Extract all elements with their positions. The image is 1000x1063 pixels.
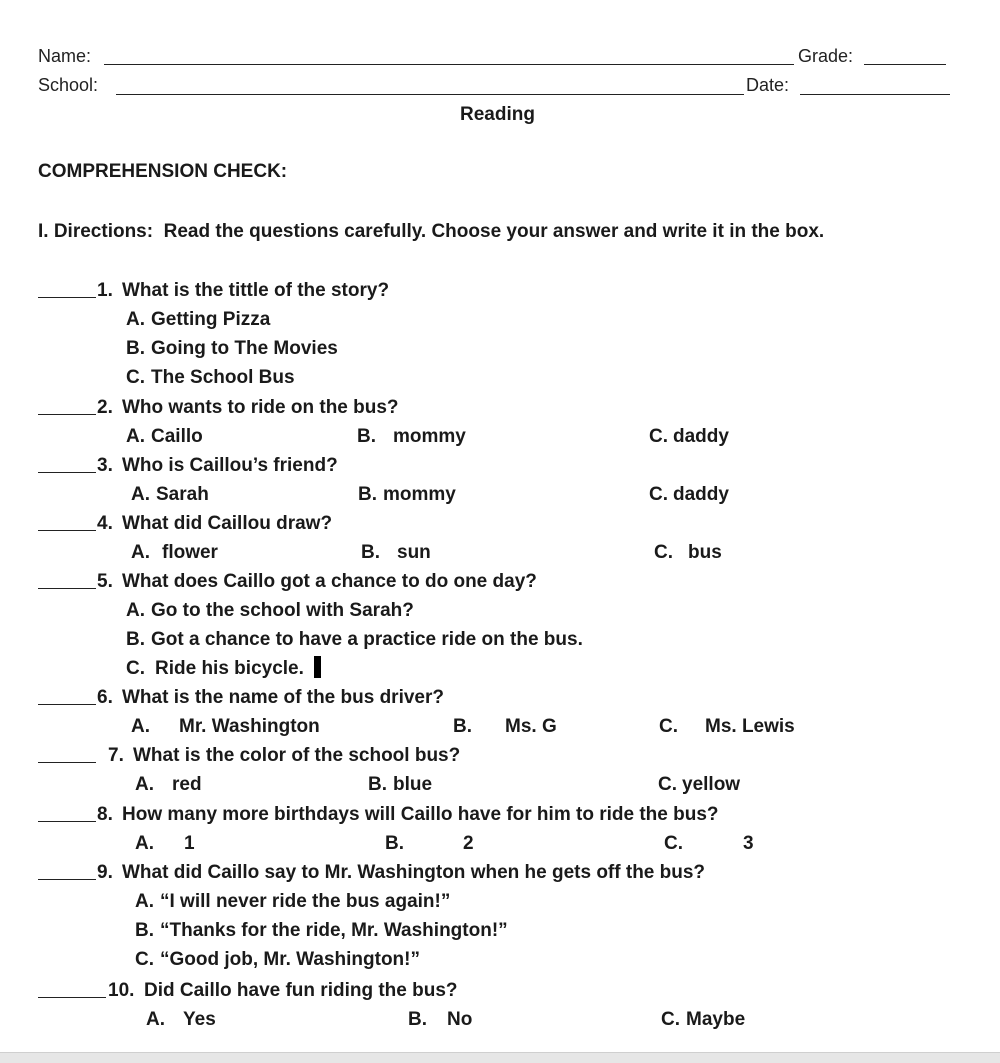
question-number: 2. xyxy=(97,397,113,418)
subject-title: Reading xyxy=(460,104,535,125)
option-letter: A. xyxy=(135,891,154,912)
question-text: What does Caillo got a chance to do one day? xyxy=(122,571,537,592)
answer-blank-7[interactable] xyxy=(38,762,96,763)
option-text: 3 xyxy=(743,833,754,854)
answer-blank-1[interactable] xyxy=(38,297,96,298)
page-bottom-edge xyxy=(0,1052,1000,1063)
option-text: mommy xyxy=(393,426,466,447)
option-text: Yes xyxy=(183,1009,216,1030)
option-text: Getting Pizza xyxy=(151,309,271,330)
option-letter: B. xyxy=(453,716,472,737)
answer-blank-6[interactable] xyxy=(38,704,96,705)
option-letter: C. xyxy=(654,542,673,563)
question-number: 1. xyxy=(97,280,113,301)
question-text: What is the name of the bus driver? xyxy=(122,687,444,708)
option-letter: A. xyxy=(131,716,150,737)
option-text: Ms. G xyxy=(505,716,557,737)
option-letter: B. xyxy=(361,542,380,563)
school-field-line[interactable] xyxy=(116,94,744,95)
question-number: 9. xyxy=(97,862,113,883)
option-text: yellow xyxy=(682,774,741,795)
question-number: 7. xyxy=(108,745,124,766)
option-text: blue xyxy=(393,774,433,795)
question-text: What is the color of the school bus? xyxy=(133,745,461,766)
option-letter: A. xyxy=(126,600,145,621)
option-letter: C. xyxy=(649,484,668,505)
option-letter: A. xyxy=(131,542,150,563)
option-text: red xyxy=(172,774,202,795)
option-letter: C. xyxy=(659,716,678,737)
option-letter: A. xyxy=(135,833,154,854)
option-text: Caillo xyxy=(151,426,203,447)
date-field-line[interactable] xyxy=(800,94,950,95)
option-letter: A. xyxy=(126,309,145,330)
text-cursor xyxy=(314,656,321,678)
option-letter: B. xyxy=(358,484,377,505)
option-letter: C. xyxy=(661,1009,680,1030)
option-letter: A. xyxy=(131,484,150,505)
option-text: “Thanks for the ride, Mr. Washington!” xyxy=(160,920,508,941)
question-text: What is the tittle of the story? xyxy=(122,280,390,301)
option-letter: B. xyxy=(135,920,154,941)
option-text: The School Bus xyxy=(151,367,295,388)
question-text: Who wants to ride on the bus? xyxy=(122,397,399,418)
answer-blank-9[interactable] xyxy=(38,879,96,880)
name-label: Name: xyxy=(38,46,92,66)
name-field-line[interactable] xyxy=(104,64,794,65)
question-text: Did Caillo have fun riding the bus? xyxy=(144,980,458,1001)
school-label: School: xyxy=(38,75,99,95)
option-letter: B. xyxy=(385,833,404,854)
option-text: sun xyxy=(397,542,431,563)
answer-blank-8[interactable] xyxy=(38,821,96,822)
question-number: 5. xyxy=(97,571,113,592)
option-text: Ride his bicycle. xyxy=(155,658,304,679)
option-text: flower xyxy=(162,542,218,563)
answer-blank-3[interactable] xyxy=(38,472,96,473)
option-text: 2 xyxy=(463,833,474,854)
option-text: Got a chance to have a practice ride on the bus. xyxy=(151,629,583,650)
option-letter: A. xyxy=(146,1009,165,1030)
option-letter: B. xyxy=(126,629,145,650)
answer-blank-5[interactable] xyxy=(38,588,96,589)
option-text: Mr. Washington xyxy=(179,716,320,737)
question-text: What did Caillou draw? xyxy=(122,513,333,534)
option-text: 1 xyxy=(184,833,195,854)
question-number: 4. xyxy=(97,513,113,534)
option-letter: C. xyxy=(126,658,145,679)
option-letter: A. xyxy=(135,774,154,795)
option-letter: C. xyxy=(664,833,683,854)
option-letter: B. xyxy=(368,774,387,795)
option-letter: C. xyxy=(649,426,668,447)
option-text: daddy xyxy=(673,426,729,447)
answer-blank-4[interactable] xyxy=(38,530,96,531)
option-letter: B. xyxy=(357,426,376,447)
option-letter: B. xyxy=(126,338,145,359)
question-number: 3. xyxy=(97,455,113,476)
answer-blank-10[interactable] xyxy=(38,997,106,998)
option-text: Maybe xyxy=(686,1009,746,1030)
option-letter: A. xyxy=(126,426,145,447)
option-text: mommy xyxy=(383,484,456,505)
option-text: “Good job, Mr. Washington!” xyxy=(160,949,420,970)
option-text: Sarah xyxy=(156,484,209,505)
option-text: Going to The Movies xyxy=(151,338,338,359)
question-number: 10. xyxy=(108,980,135,1001)
option-text: Go to the school with Sarah? xyxy=(151,600,414,621)
grade-field-line[interactable] xyxy=(864,64,946,65)
date-label: Date: xyxy=(746,75,790,95)
option-letter: C. xyxy=(126,367,145,388)
question-text: What did Caillo say to Mr. Washington when he gets off the bus? xyxy=(122,862,706,883)
directions: I. Directions: Read the questions carefully. Choose your answer and write it in the box. xyxy=(38,221,825,242)
option-text: Ms. Lewis xyxy=(705,716,795,737)
question-number: 6. xyxy=(97,687,113,708)
option-text: daddy xyxy=(673,484,729,505)
answer-blank-2[interactable] xyxy=(38,414,96,415)
option-text: No xyxy=(447,1009,473,1030)
option-text: bus xyxy=(688,542,722,563)
option-letter: C. xyxy=(135,949,154,970)
question-number: 8. xyxy=(97,804,113,825)
option-letter: B. xyxy=(408,1009,427,1030)
question-text: How many more birthdays will Caillo have for him to ride the bus? xyxy=(122,804,719,825)
option-letter: C. xyxy=(658,774,677,795)
grade-label: Grade: xyxy=(798,46,854,66)
option-text: “I will never ride the bus again!” xyxy=(160,891,451,912)
section-title: COMPREHENSION CHECK: xyxy=(38,161,288,182)
question-text: Who is Caillou’s friend? xyxy=(122,455,338,476)
